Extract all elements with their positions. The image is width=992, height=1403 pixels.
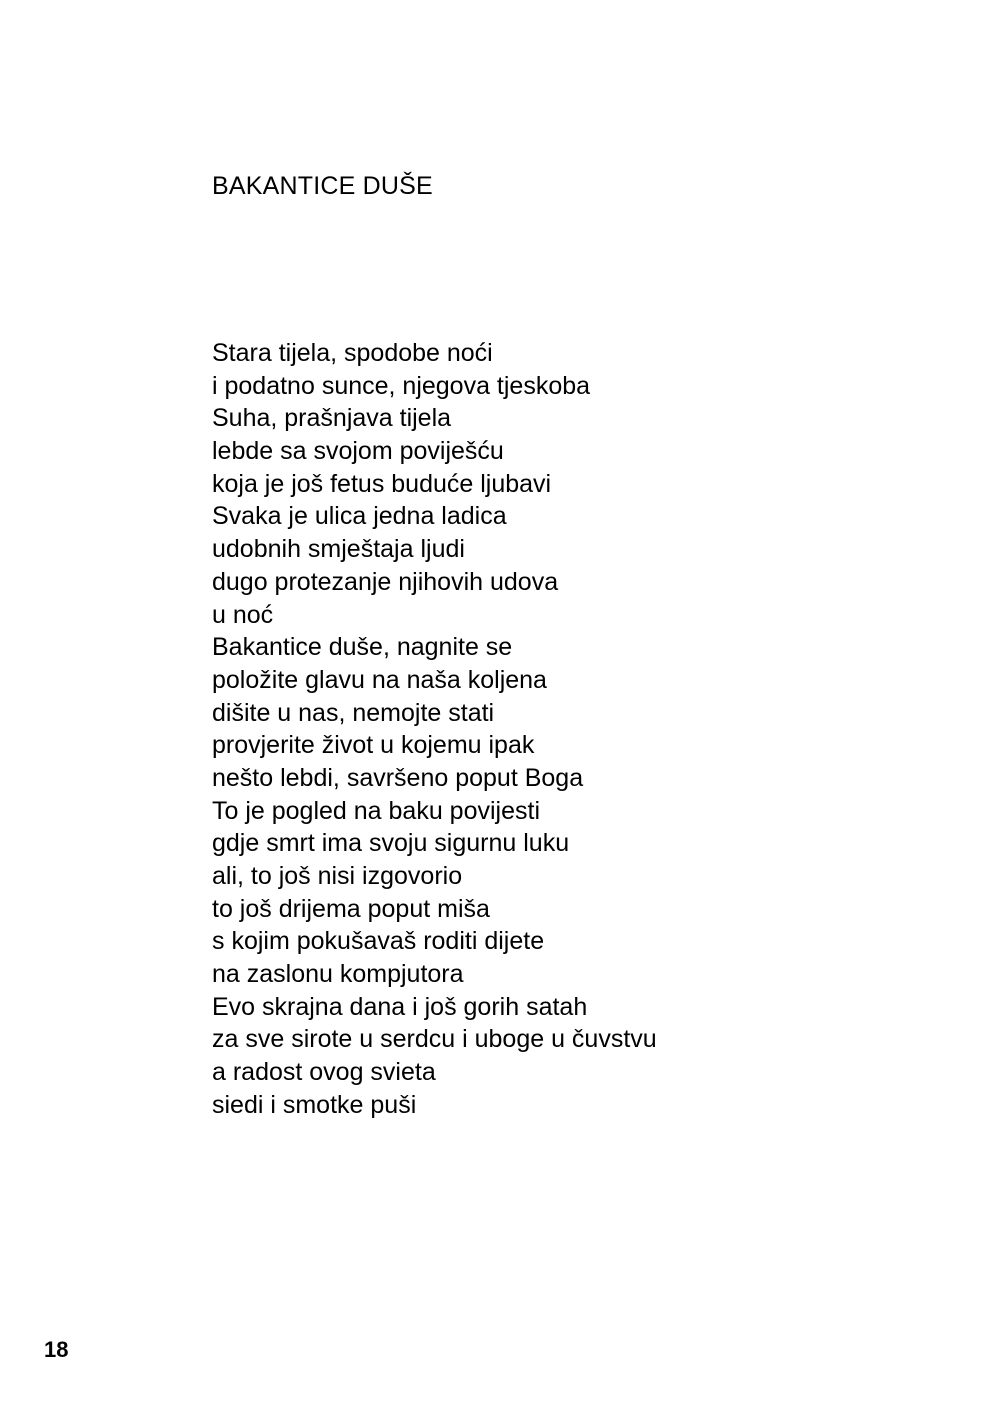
page-number: 18	[44, 1337, 69, 1362]
poem-line: za sve sirote u serdcu i uboge u čuvstvu	[212, 1025, 657, 1054]
poem-line: lebde sa svojom poviješću	[212, 437, 504, 466]
poem-line: Evo skrajna dana i još gorih satah	[212, 992, 588, 1021]
poem-line: nešto lebdi, savršeno poput Boga	[212, 763, 584, 792]
poem-line: udobnih smještaja ljudi	[212, 535, 465, 564]
poem-line: i podatno sunce, njegova tjeskoba	[212, 371, 591, 400]
poem-line: siedi i smotke puši	[212, 1090, 417, 1119]
poem-line: to još drijema poput miša	[212, 894, 490, 923]
poem-line: koja je još fetus buduće ljubavi	[212, 469, 552, 498]
poem-line: u noć	[212, 600, 274, 629]
poem-line: Bakantice duše, nagnite se	[212, 633, 513, 662]
poem-title: BAKANTICE DUŠE	[212, 172, 433, 200]
poem-line: a radost ovog svieta	[212, 1058, 436, 1087]
poem-line: Stara tijela, spodobe noći	[212, 339, 493, 367]
poem-line: To je pogled na baku povijesti	[212, 796, 541, 825]
poem-line: dugo protezanje njihovih udova	[212, 567, 559, 596]
poem-line: Svaka je ulica jedna ladica	[212, 502, 507, 531]
poem-body	[212, 337, 657, 1122]
poem-line: provjerite život u kojemu ipak	[212, 731, 535, 760]
poem-line: gdje smrt ima svoju sigurnu luku	[212, 829, 570, 858]
poem-line: dišite u nas, nemojte stati	[212, 698, 495, 727]
poem-line: Suha, prašnjava tijela	[212, 404, 452, 433]
poem-line: ali, to još nisi izgovorio	[212, 862, 463, 890]
poem-line: s kojim pokušavaš roditi dijete	[212, 927, 545, 956]
poem-line: položite glavu na naša koljena	[212, 665, 547, 694]
poem-line: na zaslonu kompjutora	[212, 960, 464, 989]
